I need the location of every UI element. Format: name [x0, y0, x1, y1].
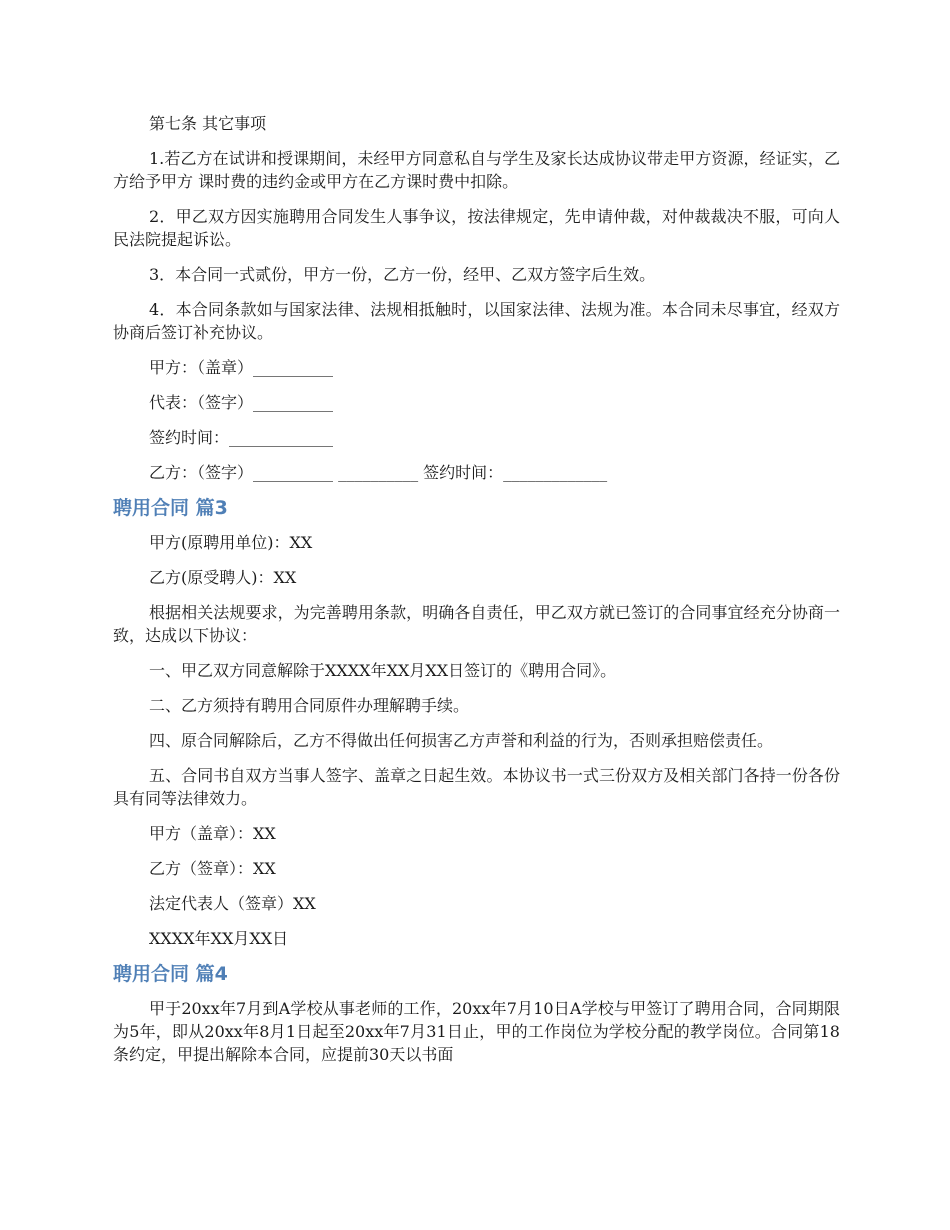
signature-party-a: 甲方（盖章）：XX: [149, 824, 276, 843]
signature-representative: 代表：（签字）__________: [149, 393, 334, 412]
signature-date: 签约时间：_____________: [149, 428, 334, 447]
paragraph-intro: 根据相关法规要求，为完善聘用条款，明确各自责任，甲乙双方就已签订的合同事宜经充分协商一致，达成以下协议：: [113, 603, 840, 645]
paragraph-clause-1: 1.若乙方在试讲和授课期间，未经甲方同意私自与学生及家长达成协议带走甲方资源，经证实，乙方给予甲方 课时费的违约金或甲方在乙方课时费中扣除。: [113, 149, 840, 191]
party-b-line: 乙方(原受聘人)：XX: [149, 568, 297, 587]
signature-date-line: XXXX年XX月XX日: [149, 929, 289, 948]
signature-party-a-seal: 甲方：（盖章）__________: [149, 358, 334, 377]
paragraph-item-4: 四、原合同解除后，乙方不得做出任何损害乙方声誉和利益的行为，否则承担赔偿责任。: [149, 731, 774, 750]
signature-party-b: 乙方：（签字）__________ __________ 签约时间：_____________: [149, 463, 608, 482]
paragraph-clause-3: 3．本合同一式贰份，甲方一份，乙方一份，经甲、乙双方签字后生效。: [149, 265, 656, 284]
section-heading-part-4: 聘用合同 篇4: [113, 963, 228, 985]
paragraph-clause-2: 2．甲乙双方因实施聘用合同发生人事争议，按法律规定，先申请仲裁，对仲裁裁决不服，可向人民法院提起诉讼。: [113, 207, 840, 249]
paragraph-item-5: 五、合同书自双方当事人签字、盖章之日起生效。本协议书一式三份双方及相关部门各持一份各份具有同等法律效力。: [113, 766, 840, 808]
paragraph-item-2: 二、乙方须持有聘用合同原件办理解聘手续。: [149, 696, 470, 715]
paragraph-case-description: 甲于20xx年7月到A学校从事老师的工作，20xx年7月10日A学校与甲签订了聘用合同，合同期限为5年，即从20xx年8月1日起至20xx年7月31日止，甲的工作岗位为学校分配的教学岗位。合同第18条约定，甲提出解除本合同，应提前30天以书面: [113, 999, 840, 1064]
section-heading-part-3: 聘用合同 篇3: [113, 497, 228, 519]
paragraph-item-1: 一、甲乙双方同意解除于XXXX年XX月XX日签订的《聘用合同》。: [149, 661, 617, 680]
document-body: [113, 112, 840, 1078]
paragraph-clause-4: 4．本合同条款如与国家法律、法规相抵触时，以国家法律、法规为准。本合同未尽事宜，经双方协商后签订补充协议。: [113, 300, 840, 342]
party-a-line: 甲方(原聘用单位)：XX: [149, 533, 313, 552]
paragraph-article-7-title: 第七条 其它事项: [149, 114, 267, 133]
signature-party-b-seal: 乙方（签章）：XX: [149, 859, 276, 878]
signature-legal-rep: 法定代表人（签章）XX: [149, 894, 316, 913]
